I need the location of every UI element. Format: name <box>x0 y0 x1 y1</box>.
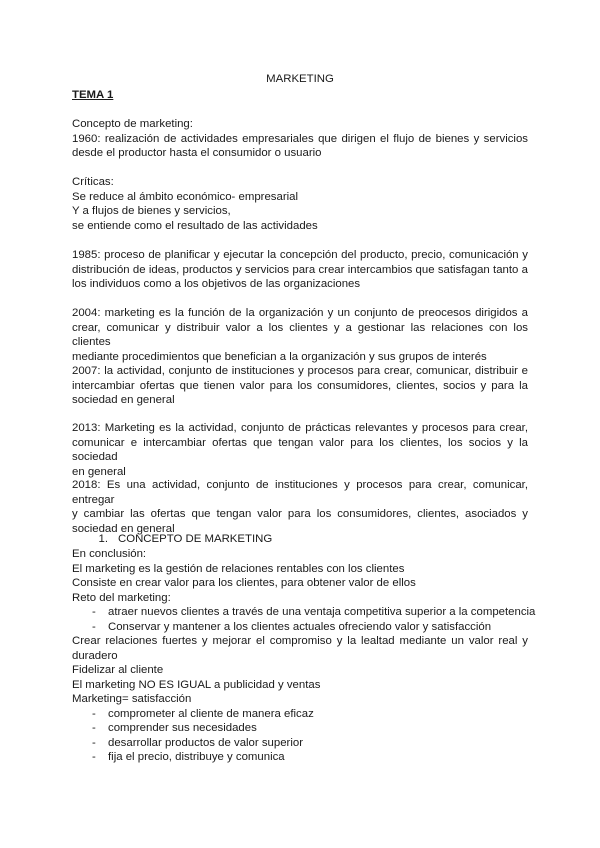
def-2018-line: 2018: Es una actividad, conjunto de instituciones y procesos para crear, comunicar, entregar <box>72 479 528 506</box>
section-heading <box>72 532 272 547</box>
satisfaccion-list-item: - desarrollar productos de valor superior <box>72 736 528 751</box>
def-2007-paragraph <box>72 364 528 408</box>
criticas-section <box>72 175 528 233</box>
def-1960-line: desde el productor hasta el consumidor o usuario <box>72 147 322 159</box>
concepto-section <box>72 117 528 161</box>
concepto-heading: Concepto de marketing: <box>72 118 193 130</box>
def-2013-line: 2013: Marketing es la actividad, conjunto de prácticas relevantes y procesos para crear, <box>72 422 528 434</box>
document-title: MARKETING <box>266 73 334 85</box>
def-1985-paragraph <box>72 248 528 292</box>
def-2018-line: sociedad en general <box>72 522 175 535</box>
def-1985-line: 1985: proceso de planificar y ejecutar la concepción del producto, precio, comunicación y <box>72 249 528 261</box>
def-2004-paragraph <box>72 306 528 364</box>
def-2013-line: comunicar e intercambiar ofertas que tengan valor para los clientes, los socios y la sociedad <box>72 436 528 463</box>
tema-heading: TEMA 1 <box>72 89 114 101</box>
relaciones-line: Crear relaciones fuertes y mejorar el compromiso y la lealtad mediante un valor real y <box>72 635 528 647</box>
section-number: 1. <box>98 533 108 545</box>
conclusion-section <box>72 547 536 765</box>
reto-list-item: - Conservar y mantener a los clientes actuales ofreciendo valor y satisfacción <box>72 620 528 635</box>
reto-list-item: - atraer nuevos clientes a través de una ventaja competitiva superior a la competencia <box>72 605 528 620</box>
def-2004-line: mediante procedimientos que benefician a la organización y sus grupos de interés <box>72 350 487 363</box>
reto-heading: Reto del marketing: <box>72 591 171 604</box>
satisfaccion-list-item: - comprender sus necesidades <box>72 721 528 736</box>
def-2007-line: 2007: la actividad, conjunto de instituciones y procesos para crear, comunicar, distribuir e <box>72 365 528 377</box>
def-1960-line: 1960: realización de actividades empresariales que dirigen el flujo de bienes y servicios <box>72 132 528 145</box>
def-2018-paragraph <box>72 478 528 536</box>
conclusion-line: Fidelizar al cliente <box>72 664 164 676</box>
criticas-line: se entiende como el resultado de las actividades <box>72 219 318 232</box>
def-2007-line: intercambiar ofertas que tienen valor para los consumidores, clientes, socios y para la <box>72 379 528 392</box>
conclusion-line: El marketing NO ES IGUAL a publicidad y ventas <box>72 678 321 691</box>
relaciones-line: duradero <box>72 649 118 662</box>
def-1985-line: los individuos como a los objetivos de las organizaciones <box>72 278 361 290</box>
def-2013-line: en general <box>72 465 126 478</box>
def-2018-line: y cambiar las ofertas que tengan valor para los consumidores, clientes, asociados y <box>72 508 528 520</box>
def-2004-line: crear, comunicar y distribuir valor a los clientes y a gestionar las relaciones con los clientes <box>72 321 528 348</box>
conclusion-line: El marketing es la gestión de relaciones rentables con los clientes <box>72 562 405 575</box>
conclusion-line: En conclusión: <box>72 548 147 560</box>
def-1985-line: distribución de ideas, productos y servicios para crear intercambios que satisfagan tanto a <box>72 263 528 276</box>
conclusion-line: Consiste en crear valor para los clientes, para obtener valor de ellos <box>72 577 416 589</box>
criticas-line: Y a flujos de bienes y servicios, <box>72 205 231 217</box>
satisfaccion-list-item: - fija el precio, distribuye y comunica <box>72 750 528 765</box>
criticas-heading: Críticas: <box>72 176 114 188</box>
def-2007-line: sociedad en general <box>72 394 175 406</box>
def-2004-line: 2004: marketing es la función de la organización y un conjunto de preocesos dirigidos a <box>72 307 528 319</box>
section-label: CONCEPTO DE MARKETING <box>118 533 273 545</box>
def-2013-paragraph <box>72 421 528 479</box>
criticas-line: Se reduce al ámbito económico- empresarial <box>72 190 299 203</box>
satisfaccion-heading: Marketing= satisfacción <box>72 693 192 705</box>
satisfaccion-list-item: - comprometer al cliente de manera eficaz <box>72 707 528 722</box>
